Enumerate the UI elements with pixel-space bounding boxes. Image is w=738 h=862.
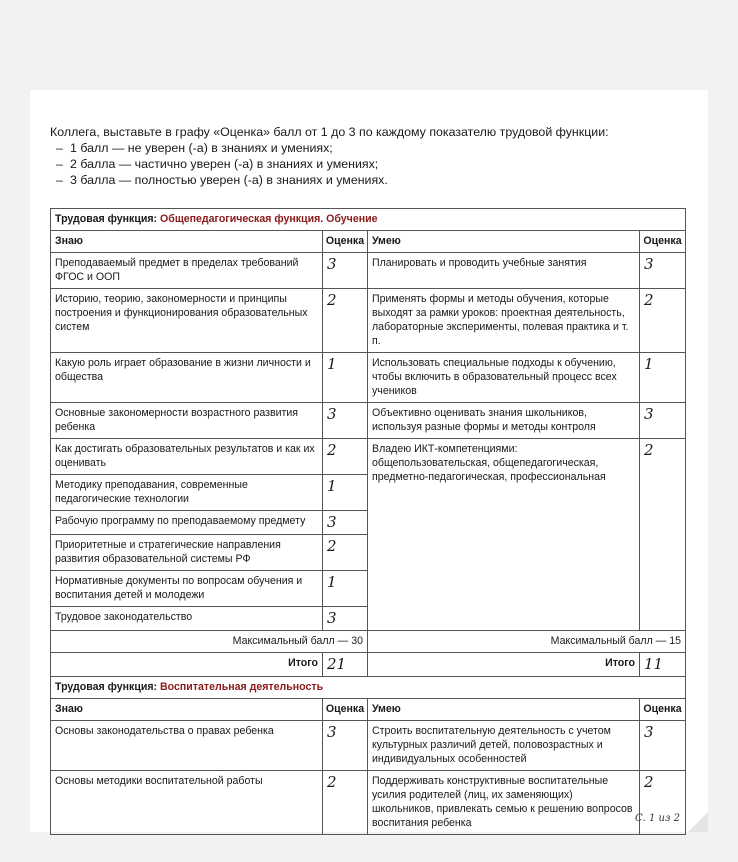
- score-cell[interactable]: 1: [323, 475, 368, 511]
- header-can: Умею: [368, 699, 640, 721]
- know-item: Какую роль играет образование в жизни личности и общества: [51, 353, 323, 403]
- score-cell[interactable]: 3: [640, 253, 686, 289]
- score-cell[interactable]: 2: [640, 439, 686, 631]
- max-score-right: Максимальный балл — 15: [368, 631, 686, 653]
- instruction-item: – 3 балла — полностью уверен (-а) в знаниях и умениях.: [56, 173, 388, 187]
- can-item: Применять формы и методы обучения, которые выходят за рамки уроков: проектная деятельность, лабораторные эксперименты, полевая практика и т. п.: [368, 289, 640, 353]
- instructions-lead: Коллега, выставьте в графу «Оценка» балл от 1 до 3 по каждому показателю трудовой функции:: [50, 125, 609, 139]
- know-item: Основы методики воспитательной работы: [51, 771, 323, 835]
- know-item: Нормативные документы по вопросам обучения и воспитания детей и молодежи: [51, 571, 323, 607]
- know-item: Рабочую программу по преподаваемому предмету: [51, 511, 323, 535]
- can-item: Использовать специальные подходы к обучению, чтобы включить в образовательный процесс всех учеников: [368, 353, 640, 403]
- score-cell[interactable]: 1: [323, 353, 368, 403]
- total-label: Итого: [368, 653, 640, 677]
- score-cell[interactable]: 3: [323, 403, 368, 439]
- total-row: [51, 653, 686, 677]
- score-cell[interactable]: 3: [640, 403, 686, 439]
- instructions: [50, 124, 690, 188]
- can-item: Поддерживать конструктивные воспитательные усилия родителей (лиц, их заменяющих) школьников, привлекать семью к решению вопросов воспитания ребенка: [368, 771, 640, 835]
- score-cell[interactable]: 3: [323, 511, 368, 535]
- know-item: Трудовое законодательство: [51, 607, 323, 631]
- table-row: [51, 289, 686, 353]
- score-cell[interactable]: 2: [323, 289, 368, 353]
- score-cell[interactable]: 2: [323, 535, 368, 571]
- know-item: Основы законодательства о правах ребенка: [51, 721, 323, 771]
- header-know: Знаю: [51, 231, 323, 253]
- section-title: Трудовая функция: Общепедагогическая функция. Обучение: [51, 209, 686, 231]
- can-item: Объективно оценивать знания школьников, используя разные формы и методы контроля: [368, 403, 640, 439]
- header-score: Оценка: [640, 699, 686, 721]
- section-title: Трудовая функция: Воспитательная деятельность: [51, 677, 686, 699]
- instruction-item: – 2 балла — частично уверен (-а) в знаниях и умениях;: [56, 157, 379, 171]
- table-row: [51, 403, 686, 439]
- table-row: [51, 721, 686, 771]
- header-score: Оценка: [323, 231, 368, 253]
- instruction-item: – 1 балл — не уверен (-а) в знаниях и умениях;: [56, 141, 333, 155]
- header-score: Оценка: [640, 231, 686, 253]
- know-item: Приоритетные и стратегические направления развития образовательной системы РФ: [51, 535, 323, 571]
- total-label: Итого: [51, 653, 323, 677]
- score-cell[interactable]: 3: [323, 253, 368, 289]
- can-item: Владею ИКТ-компетенциями: общепользовательская, общепедагогическая, предметно-педагогическая, профессиональная: [368, 439, 640, 631]
- can-item: Строить воспитательную деятельность с учетом культурных различий детей, половозрастных и индивидуальных особенностей: [368, 721, 640, 771]
- header-can: Умею: [368, 231, 640, 253]
- score-cell[interactable]: 3: [323, 607, 368, 631]
- know-item: Историю, теорию, закономерности и принципы построения и функционирования образовательных систем: [51, 289, 323, 353]
- score-cell[interactable]: 3: [323, 721, 368, 771]
- score-cell[interactable]: 2: [323, 771, 368, 835]
- score-cell[interactable]: 2: [640, 771, 686, 835]
- column-header-row: [51, 699, 686, 721]
- table-row: [51, 771, 686, 835]
- know-item: Как достигать образовательных результатов и как их оценивать: [51, 439, 323, 475]
- worksheet-page: [30, 90, 708, 832]
- table-row: [51, 439, 686, 475]
- header-know: Знаю: [51, 699, 323, 721]
- page-number: С. 1 из 2: [635, 813, 680, 824]
- section-header-row: [51, 677, 686, 699]
- section-header-row: [51, 209, 686, 231]
- total-right-value[interactable]: 11: [640, 653, 686, 677]
- table-row: [51, 353, 686, 403]
- can-item: Планировать и проводить учебные занятия: [368, 253, 640, 289]
- score-cell[interactable]: 3: [640, 721, 686, 771]
- score-cell[interactable]: 2: [640, 289, 686, 353]
- column-header-row: [51, 231, 686, 253]
- score-cell[interactable]: 1: [323, 571, 368, 607]
- score-cell[interactable]: 2: [323, 439, 368, 475]
- page-corner-fold: [688, 812, 708, 832]
- know-item: Основные закономерности возрастного развития ребенка: [51, 403, 323, 439]
- total-left-value[interactable]: 21: [323, 653, 368, 677]
- assessment-table: [50, 208, 686, 835]
- header-score: Оценка: [323, 699, 368, 721]
- score-cell[interactable]: 1: [640, 353, 686, 403]
- know-item: Методику преподавания, современные педагогические технологии: [51, 475, 323, 511]
- table-row: [51, 253, 686, 289]
- know-item: Преподаваемый предмет в пределах требований ФГОС и ООП: [51, 253, 323, 289]
- max-score-row: [51, 631, 686, 653]
- max-score-left: Максимальный балл — 30: [51, 631, 368, 653]
